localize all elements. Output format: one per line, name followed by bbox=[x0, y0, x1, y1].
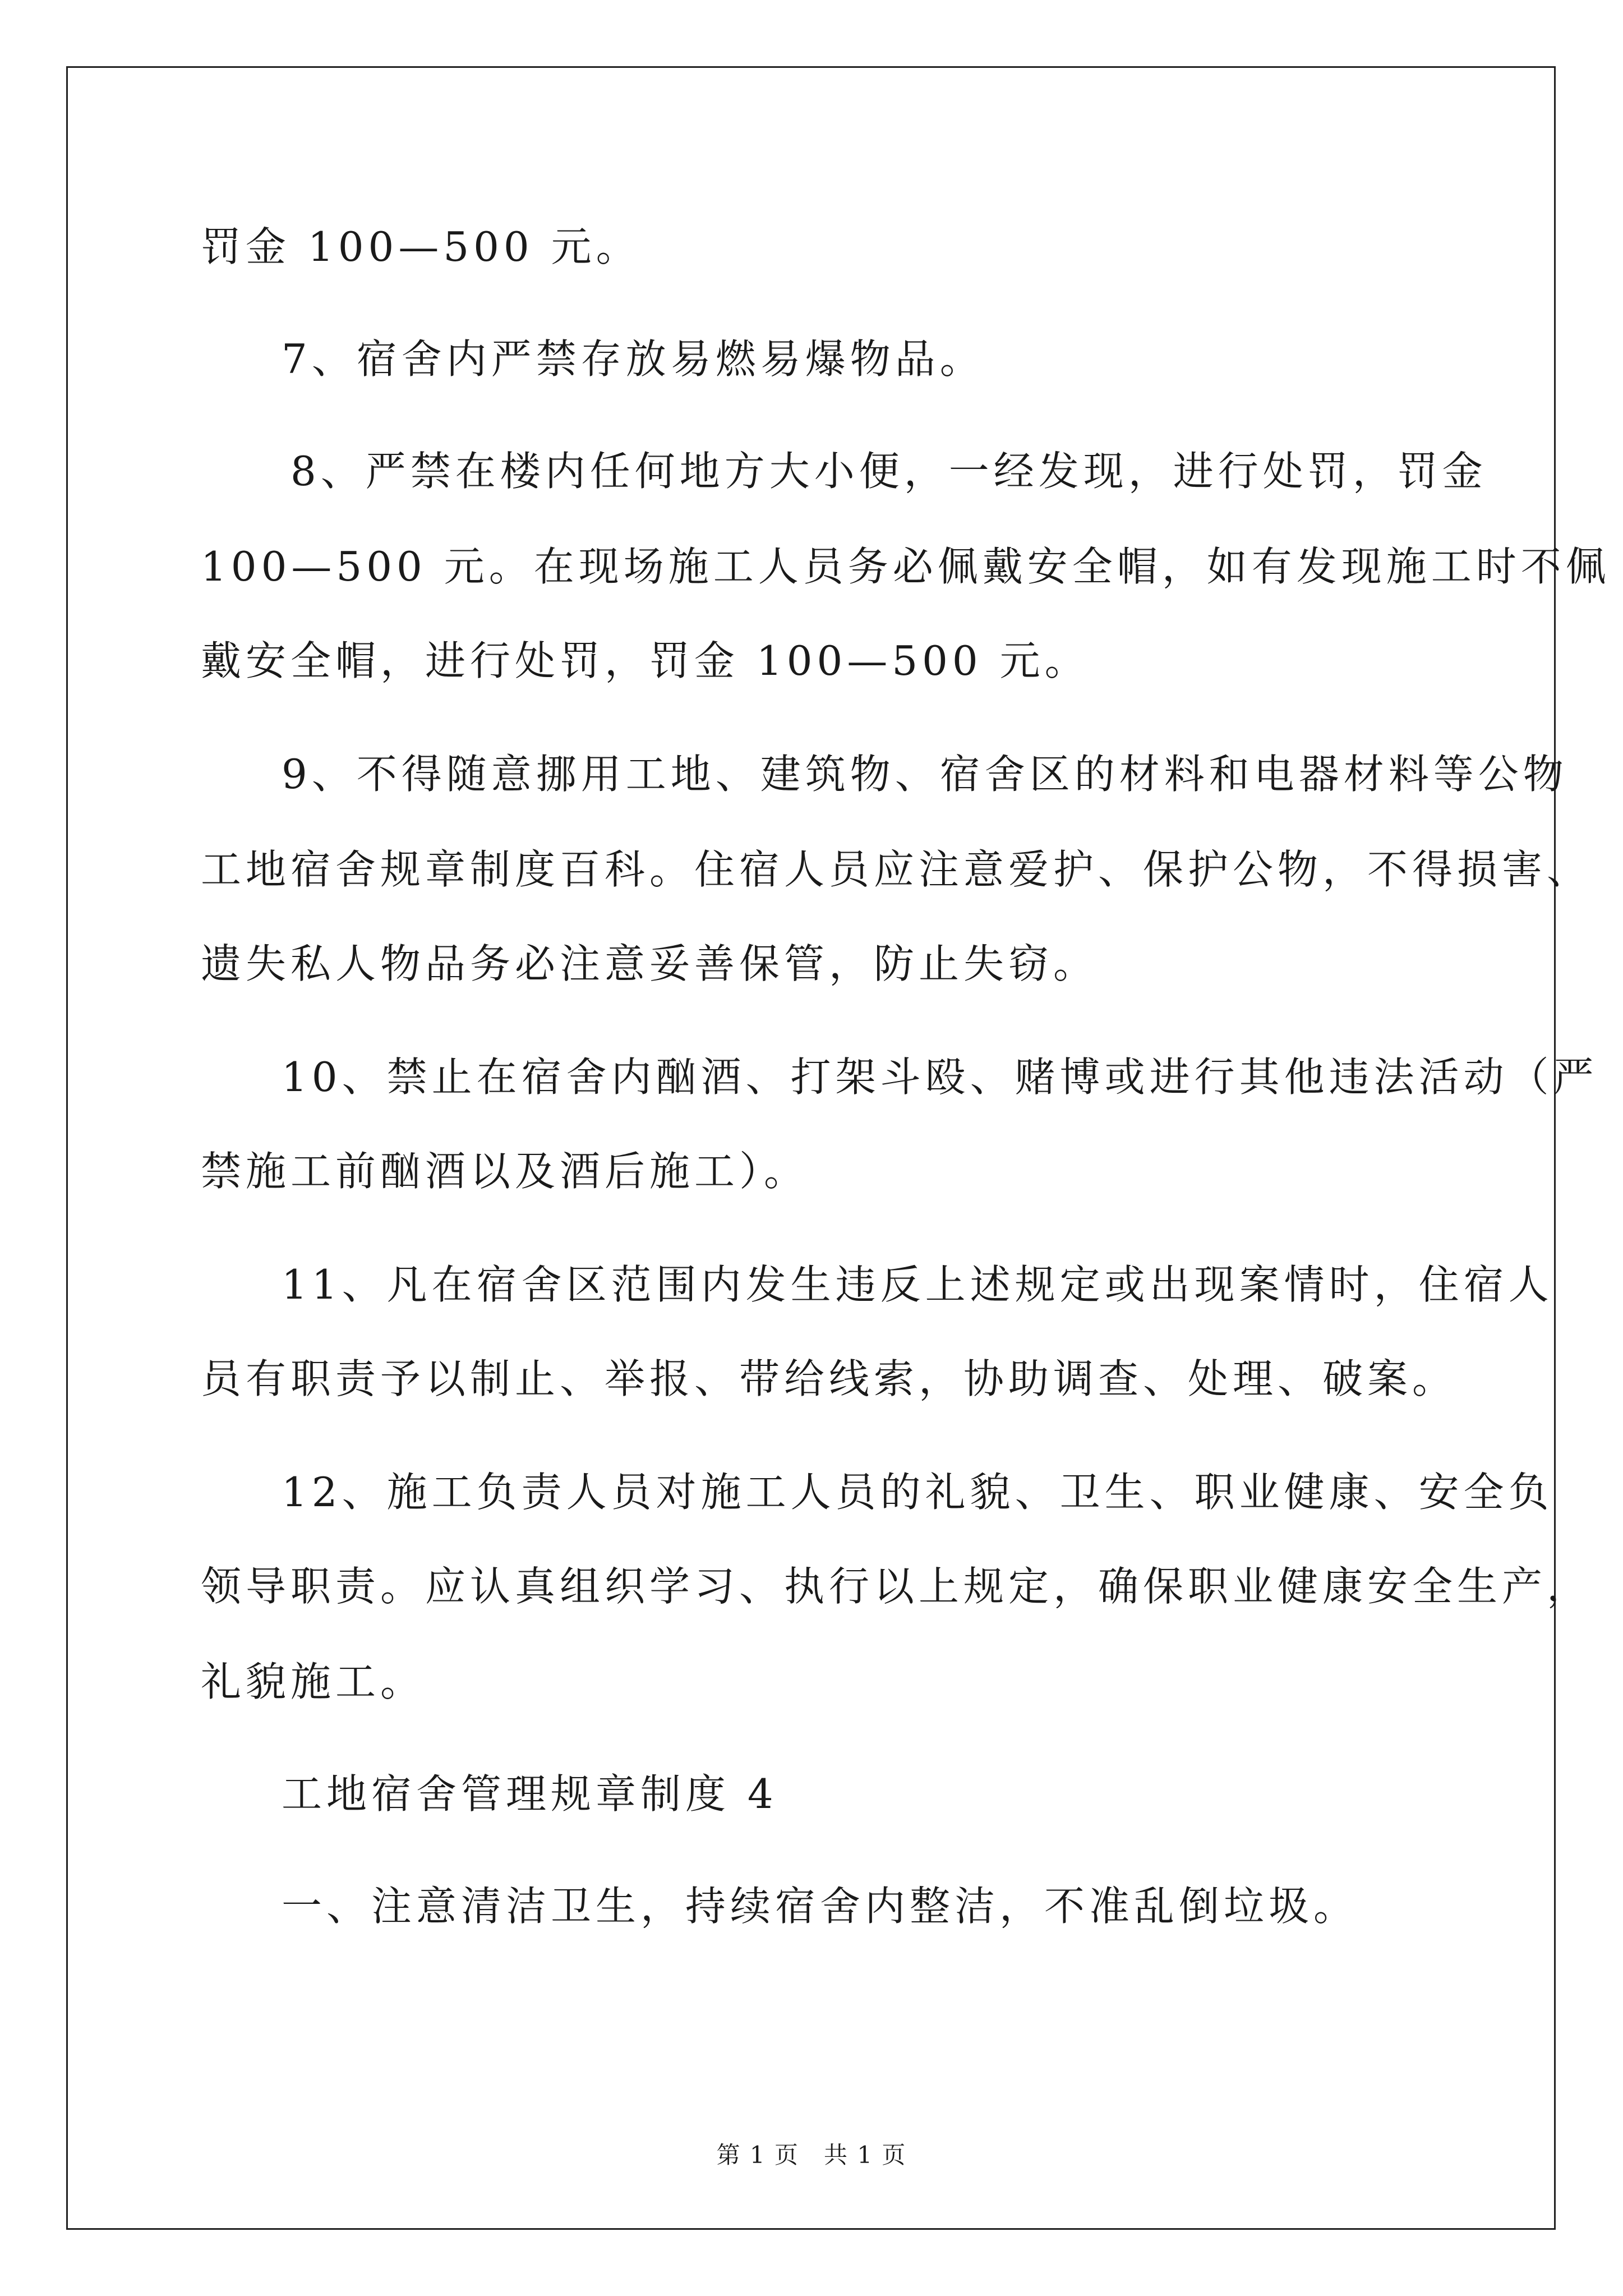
section-heading: 工地宿舍管理规章制度 4 bbox=[282, 1770, 778, 1818]
text-line: 戴安全帽，进行处罚，罚金 100—500 元。 bbox=[201, 637, 1090, 684]
text-line: 遗失私人物品务必注意妥善保管，防止失窃。 bbox=[201, 940, 1099, 987]
text-line: 100—500 元。在现场施工人员务必佩戴安全帽，如有发现施工时不佩 bbox=[201, 543, 1611, 590]
text-line: 禁施工前酗酒以及酒后施工）。 bbox=[201, 1148, 809, 1195]
text-line: 员有职责予以制止、举报、带给线索，协助调查、处理、破案。 bbox=[201, 1355, 1458, 1402]
text-line: 罚金 100—500 元。 bbox=[201, 223, 641, 270]
page-footer: 第 1 页 共 1 页 bbox=[716, 2141, 907, 2169]
text-line: 9、不得随意挪用工地、建筑物、宿舍区的材料和电器材料等公物 bbox=[282, 751, 1568, 798]
text-line: 8、严禁在楼内任何地方大小便，一经发现，进行处罚，罚金 bbox=[291, 448, 1487, 495]
text-line: 领导职责。应认真组织学习、执行以上规定，确保职业健康安全生产， bbox=[201, 1563, 1592, 1610]
text-line: 11、凡在宿舍区范围内发生违反上述规定或出现案情时，住宿人 bbox=[282, 1261, 1553, 1308]
text-line: 12、施工负责人员对施工人员的礼貌、卫生、职业健康、安全负 bbox=[282, 1469, 1553, 1516]
text-line: 一、注意清洁卫生，持续宿舍内整洁，不准乱倒垃圾。 bbox=[282, 1883, 1359, 1930]
text-line: 礼貌施工。 bbox=[201, 1658, 426, 1705]
text-line: 10、禁止在宿舍内酗酒、打架斗殴、赌博或进行其他违法活动（严 bbox=[282, 1053, 1598, 1101]
text-line: 工地宿舍规章制度百科。住宿人员应注意爱护、保护公物，不得损害、 bbox=[201, 846, 1592, 893]
text-line: 7、宿舍内严禁存放易燃易爆物品。 bbox=[282, 335, 985, 383]
